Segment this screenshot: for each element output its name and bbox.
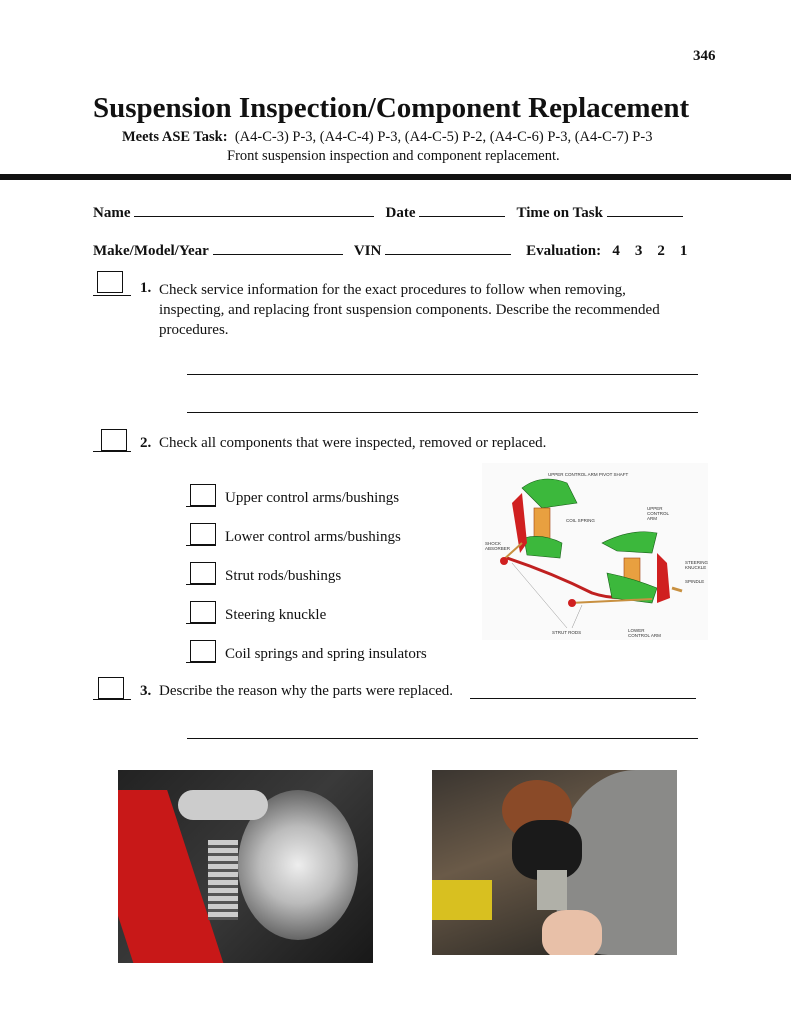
score-3[interactable]: 3 [634, 243, 643, 259]
check-line [186, 545, 216, 546]
check-line [186, 662, 216, 663]
time-label: Time on Task [516, 205, 603, 221]
label-steering-knuckle: STEERING KNUCKLE [685, 560, 709, 570]
component-checkbox[interactable] [190, 484, 216, 506]
component-label: Strut rods/bushings [225, 568, 342, 584]
step-2-text: Check all components that were inspected, removed or replaced. [159, 435, 547, 451]
label-coil-spring: COIL SPRING [566, 518, 595, 523]
evaluation-label: Evaluation: [526, 243, 602, 259]
step-2-check-line [93, 451, 131, 452]
name-field[interactable] [134, 202, 374, 217]
ase-tasks [122, 129, 652, 146]
make-field[interactable] [213, 240, 343, 255]
date-label: Date [385, 205, 416, 221]
suspension-assembly-photo [118, 770, 373, 963]
component-checkbox[interactable] [190, 601, 216, 623]
label-strut-rods: STRUT RODS [552, 630, 582, 635]
vehicle-row [93, 240, 687, 260]
score-4[interactable]: 4 [612, 243, 620, 259]
component-checkbox[interactable] [190, 640, 216, 662]
vin-field[interactable] [385, 240, 511, 255]
page-title: Suspension Inspection/Component Replacement [93, 92, 690, 124]
vin-label: VIN [353, 243, 382, 259]
make-label: Make/Model/Year [93, 243, 209, 259]
task-description: Front suspension inspection and component replacement. [227, 148, 560, 164]
suspension-diagram [482, 463, 708, 640]
component-label: Coil springs and spring insulators [225, 646, 427, 662]
score-1[interactable]: 1 [679, 243, 688, 259]
step-1-checkbox[interactable] [97, 271, 123, 293]
step-2-number: 2. [140, 435, 152, 451]
component-label: Lower control arms/bushings [225, 529, 401, 545]
step-1-number: 1. [140, 280, 152, 296]
ase-label: Meets ASE Task: [122, 129, 228, 145]
ball-joint-photo [432, 770, 677, 955]
time-field[interactable] [607, 202, 683, 217]
step-1-line: procedures. [159, 322, 229, 338]
step-1-line: Check service information for the exact procedures to follow when removing, [159, 282, 626, 298]
page-number: 346 [693, 48, 716, 64]
step-1-text [159, 280, 660, 340]
step-3-check-line [93, 699, 131, 700]
check-line [186, 584, 216, 585]
label-shock: SHOCK ABSORBER [485, 541, 511, 551]
check-line [186, 623, 216, 624]
check-line [186, 506, 216, 507]
step-1-check-line [93, 295, 131, 296]
component-label: Upper control arms/bushings [225, 490, 400, 506]
name-label: Name [93, 205, 131, 221]
component-checkbox[interactable] [190, 562, 216, 584]
score-2[interactable]: 2 [657, 243, 665, 259]
step-3-checkbox[interactable] [98, 677, 124, 699]
step-1-line: inspecting, and replacing front suspension components. Describe the recommended [159, 302, 660, 318]
answer-line[interactable] [470, 698, 696, 699]
name-row [93, 202, 683, 222]
label-upper-pivot: UPPER CONTROL ARM PIVOT SHAFT [548, 472, 629, 477]
step-2-checkbox[interactable] [101, 429, 127, 451]
step-3-number: 3. [140, 683, 152, 699]
header-divider [0, 174, 791, 180]
label-spindle: SPINDLE [685, 579, 705, 584]
step-3-text: Describe the reason why the parts were replaced. [159, 683, 454, 699]
label-upper-arm: UPPER CONTROL ARM [647, 506, 669, 521]
answer-line[interactable] [187, 412, 698, 413]
component-checkbox[interactable] [190, 523, 216, 545]
answer-line[interactable] [187, 738, 698, 739]
label-lower-arm: LOWER CONTROL ARM [628, 628, 661, 638]
component-label: Steering knuckle [225, 607, 327, 623]
suspension-illustration [482, 463, 708, 640]
answer-line[interactable] [187, 374, 698, 375]
ase-task-list: (A4-C-3) P-3, (A4-C-4) P-3, (A4-C-5) P-2, (A4-C-6) P-3, (A4-C-7) P-3 [234, 129, 653, 145]
date-field[interactable] [419, 202, 505, 217]
